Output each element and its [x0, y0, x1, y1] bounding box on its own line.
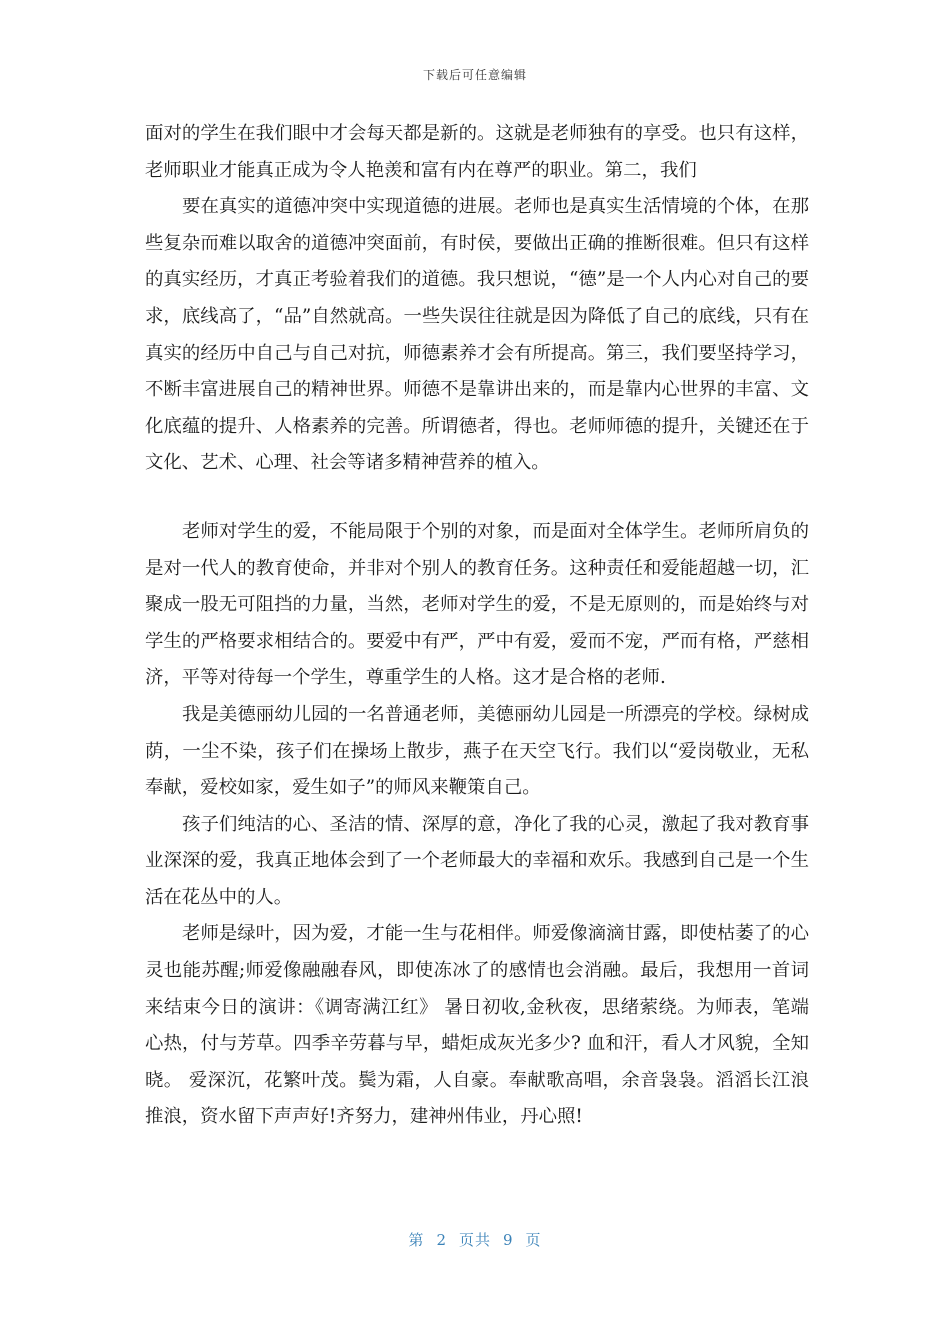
paragraph-6: 老师是绿叶，因为爱，才能一生与花相伴。师爱像滴滴甘露，即使枯萎了的心灵也能苏醒;师爱像融融春风，即使冻冰了的感情也会消融。最后，我想用一首词来结束今日的演讲：《调寄满江红》 暑日初收,金秋夜，思绪萦绕。为师表，笔端心热，付与芳草。四季辛劳暮与早，蜡炬成灰光多少? 血和汗，看人才风貌，全知晓。 爱深沉，花繁叶茂。鬓为霜，人自豪。奉献歌高唱，余音袅袅。滔滔长江浪推浪，资水留下声声好!齐努力，建神州伟业，丹心照! — [145, 923, 809, 1128]
paragraph-3: 老师对学生的爱，不能局限于个别的对象，而是面对全体学生。老师所肩负的是对一代人的教育使命，并非对个别人的教育任务。这种责任和爱能超越一切，汇聚成一股无可阻挡的力量，当然，老师对学生的爱，不是无原则的，而是始终与对学生的严格要求相结合的。要爱中有严，严中有爱，爱而不宠，严而有格，严慈相济，平等对待每一个学生，尊重学生的人格。这才是合格的老师. — [145, 520, 809, 689]
paragraph-spacer — [145, 482, 809, 514]
footer-current-page: 2 — [436, 1231, 447, 1249]
paragraph-4: 我是美德丽幼儿园的一名普通老师，美德丽幼儿园是一所漂亮的学校。绿树成荫，一尘不染，孩子们在操场上散步，燕子在天空飞行。我们以“爱岗敬业，无私奉献，爱校如家，爱生如子”的师风来鞭策自己。 — [145, 703, 809, 799]
footer-total-pages: 9 — [503, 1231, 514, 1249]
paragraph-2: 要在真实的道德冲突中实现道德的进展。老师也是真实生活情境的个体，在那些复杂而难以取舍的道德冲突面前，有时侯，要做出正确的推断很难。但只有这样的真实经历，才真正考验着我们的道德。我只想说，“德”是一个人内心对自己的要求，底线高了，“品”自然就高。一些失误往往就是因为降低了自己的底线，只有在真实的经历中自己与自己对抗，师德素养才会有所提高。第三，我们要坚持学习，不断丰富进展自己的精神世界。师德不是靠讲出来的，而是靠内心世界的丰富、文化底蕴的提升、人格素养的完善。所谓德者，得也。老师师德的提升，关键还在于文化、艺术、心理、社会等诸多精神营养的植入。 — [145, 196, 809, 474]
paragraph-1: 面对的学生在我们眼中才会每天都是新的。这就是老师独有的享受。也只有这样，老师职业才能真正成为令人艳羡和富有内在尊严的职业。第二，我们 — [145, 123, 809, 181]
page-footer — [0, 1229, 950, 1250]
document-body — [145, 116, 809, 1136]
footer-label-page: 第 — [408, 1231, 425, 1249]
footer-label-end: 页 — [525, 1231, 542, 1249]
page-header: 下载后可任意编辑 — [422, 68, 527, 82]
paragraph-5: 孩子们纯洁的心、圣洁的情、深厚的意，净化了我的心灵，激起了我对教育事业深深的爱，我真正地体会到了一个老师最大的幸福和欢乐。我感到自己是一个生活在花丛中的人。 — [145, 813, 809, 908]
footer-label-of: 页共 — [458, 1231, 491, 1249]
